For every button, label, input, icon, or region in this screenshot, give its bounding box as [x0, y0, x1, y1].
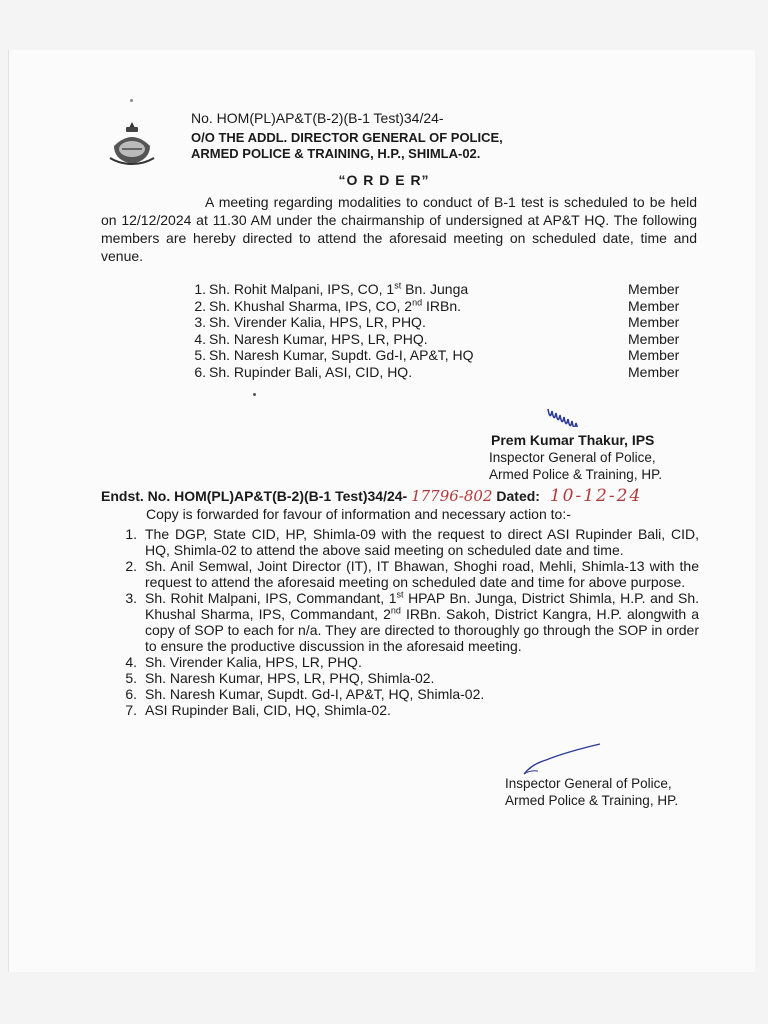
member-row: [190, 347, 690, 364]
ordinal-suffix: st: [396, 589, 404, 600]
member-name: [209, 347, 474, 364]
member-row: [190, 298, 690, 315]
copy-to-item: [119, 670, 699, 686]
member-number: 4.: [194, 330, 206, 347]
order-title: “O R D E R”: [338, 172, 430, 188]
copy-to-text: IRBn. Sakoh, District Kangra, H.P. alongwith a copy of SOP to each for n/a. They are directed to thoroughly go through the SOP in order to ensure the productive discussion in the aforesaid meeting.: [145, 606, 699, 654]
copy-to-number: 6.: [125, 686, 137, 702]
member-name: [209, 314, 426, 331]
ordinal-suffix: nd: [412, 296, 423, 307]
member-name-text: Sh. Rohit Malpani, IPS, CO, 1: [209, 281, 395, 297]
copy-to-text: HPAP Bn. Junga, District Shimla, H.P. and Sh. Khushal Sharma, IPS, Commandant, 2: [145, 590, 700, 622]
ordinal-suffix: st: [394, 280, 402, 291]
copy-to-list: [119, 526, 699, 718]
member-row: [190, 331, 690, 348]
member-role: Member: [628, 330, 680, 347]
member-name: [209, 281, 468, 298]
closing-designation: Inspector General of Police,: [505, 776, 672, 791]
office-address: ARMED POLICE & TRAINING, H.P., SHIMLA-02.: [191, 146, 481, 161]
copy-to-text: Sh. Virender Kalia, HPS, LR, PHQ.: [145, 654, 362, 670]
copy-to-text: The DGP, State CID, HP, Shimla-09 with the request to direct ASI Rupinder Bali, CID, HQ, Shimla-02 to attend the above said meeting on scheduled date and time.: [145, 526, 699, 558]
member-role: Member: [628, 314, 680, 330]
copy-to-number: 3.: [125, 590, 137, 606]
member-number: 1.: [194, 281, 206, 297]
file-number: No. HOM(PL)AP&T(B-2)(B-1 Test)34/24-: [191, 110, 444, 126]
scan-speck: [253, 393, 256, 396]
intro-text: A meeting regarding modalities to conduct of B-1 test is scheduled to be held on 12/12/2024 at 11.30 AM under the chairmanship of undersigned at AP&T HQ. The following members are hereby directed to attend the aforesaid meeting on scheduled date, time and venue.: [101, 194, 697, 264]
copy-to-text: Sh. Anil Semwal, Joint Director (IT), IT Bhawan, Shoghi road, Mehli, Shimla-13 with the request to attend the aforesaid meeting on scheduled date and time for above purpose.: [145, 558, 699, 590]
copy-to-number: 4.: [125, 654, 137, 670]
member-name-text: Sh. Naresh Kumar, HPS, LR, PHQ.: [209, 330, 428, 347]
member-row: [190, 281, 690, 298]
member-role: Member: [628, 347, 680, 363]
copy-to-number: 1.: [125, 526, 137, 542]
copy-to-item: [119, 686, 699, 702]
member-name: [209, 298, 461, 315]
member-name: [209, 364, 412, 381]
member-number: 6.: [194, 363, 206, 380]
member-number: 2.: [194, 297, 206, 314]
intro-paragraph: [101, 193, 697, 265]
copy-to-item: [119, 702, 699, 718]
member-name-text: Sh. Khushal Sharma, IPS, CO, 2: [209, 297, 413, 314]
closing-unit: Armed Police & Training, HP.: [505, 793, 679, 808]
endorsement-line: [101, 486, 642, 506]
signatory-unit: Armed Police & Training, HP.: [489, 467, 663, 482]
copy-to-item: [119, 526, 699, 558]
member-row: [190, 364, 690, 381]
copy-to-item: [119, 558, 699, 590]
member-role: Member: [628, 281, 680, 297]
dated-label: Dated:: [496, 488, 540, 504]
copy-to-text: Sh. Naresh Kumar, Supdt. Gd-I, AP&T, HQ, Shimla-02.: [145, 686, 485, 702]
copy-to-text: ASI Rupinder Bali, CID, HQ, Shimla-02.: [145, 702, 391, 718]
endorsement-label: Endst. No. HOM(PL)AP&T(B-2)(B-1 Test)34/24-: [101, 488, 408, 504]
copy-to-text: Sh. Rohit Malpani, IPS, Commandant, 1: [145, 590, 397, 606]
member-number: 5.: [194, 347, 206, 363]
handwritten-date: 10-12-24: [549, 486, 643, 506]
member-name-rest: Bn. Junga: [401, 281, 469, 297]
member-name: [209, 331, 428, 348]
ordinal-suffix: nd: [390, 605, 401, 616]
scan-speck: [130, 99, 133, 102]
member-role: Member: [628, 297, 680, 314]
signatory-name: Prem Kumar Thakur, IPS: [491, 432, 655, 448]
copy-to-text: Sh. Naresh Kumar, HPS, LR, PHQ, Shimla-02.: [145, 670, 435, 686]
copy-to-number: 2.: [125, 558, 137, 574]
members-list: [190, 281, 690, 380]
signature-mark: [544, 405, 592, 427]
closing-signature-mark: [522, 742, 602, 776]
signatory-designation: Inspector General of Police,: [489, 450, 656, 465]
member-row: [190, 314, 690, 331]
office-name: O/O THE ADDL. DIRECTOR GENERAL OF POLICE,: [191, 130, 503, 145]
member-name-rest: IRBn.: [422, 297, 462, 314]
copy-to-item: [119, 590, 699, 654]
member-name-text: Sh. Naresh Kumar, Supdt. Gd-I, AP&T, HQ: [209, 347, 474, 363]
member-number: 3.: [194, 314, 206, 330]
handwritten-number: 17796-802: [411, 487, 493, 505]
police-emblem-icon: [106, 118, 158, 170]
copy-to-number: 5.: [125, 670, 137, 686]
copy-forward-line: Copy is forwarded for favour of information and necessary action to:-: [146, 506, 571, 522]
member-role: Member: [628, 363, 680, 380]
copy-to-item: [119, 654, 699, 670]
member-name-text: Sh. Rupinder Bali, ASI, CID, HQ.: [209, 363, 413, 380]
member-name-text: Sh. Virender Kalia, HPS, LR, PHQ.: [209, 314, 426, 330]
copy-to-number: 7.: [125, 702, 137, 718]
